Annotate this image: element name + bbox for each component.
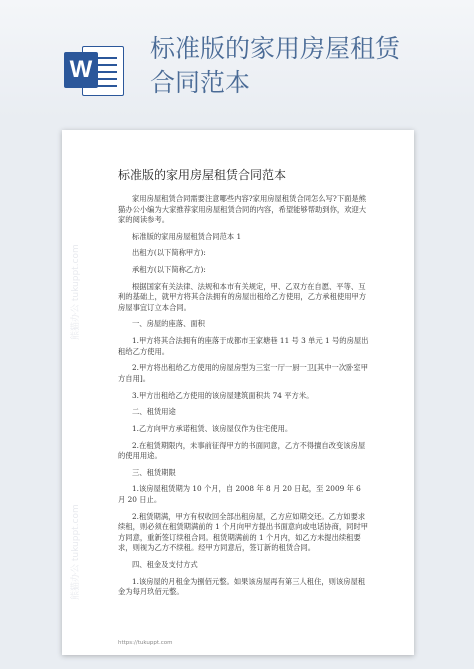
clause: 1.甲方将其合法拥有的座落于成都市王家塘巷 11 号 3 单元 1 号的房屋出租给乙方使用。 [118,336,369,356]
word-badge: W [64,52,98,88]
clause: 2.租赁期满，甲方有权收回全部出租房屋，乙方应如期交还。乙方如要求续租，则必须在租赁期满前的 1 个月向甲方提出书面意向或电话协商，同时甲方同意，重新签订续租合同。租赁期满前的 1 个月内，如乙方未提出续租要求，则视为乙方不续租。经甲方同意后，签订新的租赁合同。 [118,511,369,553]
section-heading: 二、租赁用途 [132,407,176,417]
banner-title-line1: 标准版的家用房屋租赁 [150,34,401,63]
banner-title [150,32,450,100]
clause: 1.该房屋租赁期为 10 个月，自 2008 年 8 月 20 日起，至 2009 年 6 月 20 日止。 [118,484,361,504]
paragraph-lessor: 出租方(以下简称甲方): [132,248,206,258]
word-document-icon [64,44,124,96]
paragraph-sample-heading: 标准版的家用房屋租赁合同范本 1 [132,231,242,241]
clause: 2.甲方将出租给乙方使用的房屋房型为三室一厅一厨一卫[其中一次卧室甲方自用]。 [118,363,369,383]
watermark: 熊猫办公 tukuppt.com [71,504,81,600]
section-heading: 四、租金及支付方式 [132,559,198,569]
paragraph-intro: 家用房屋租赁合同需要注意哪些内容?家用房屋租赁合同怎么写?下面是熊猫办公小编为大家推荐家用房屋租赁合同的内容，希望能够帮助到你，欢迎大家的阅读参考。 [118,194,367,224]
clause: 1.该房屋的月租金为捌佰元整。如果该房屋再有第三人租住，则该房屋租金为每月玖佰元整。 [118,576,366,596]
clause: 2.在租赁期限内，未事前征得甲方的书面同意，乙方不得擅自改变该房屋的使用用途。 [118,440,366,461]
document-title: 标准版的家用房屋租赁合同范本 [118,168,287,182]
section-heading: 三、租赁期限 [132,467,176,477]
clause: 3.甲方出租给乙方使用的该房屋建筑面积共 74 平方米。 [132,390,314,400]
banner-header [0,0,474,118]
clause: 1.乙方向甲方承诺租赁、该房屋仅作为住宅使用。 [132,423,293,433]
paragraph-preamble: 根据国家有关法律、法规和本市有关规定，甲、乙双方在自愿、平等、互利的基础上，就甲方将其合法拥有的房屋出租给乙方使用，乙方承租使用甲方房屋事宜订立本合同。 [118,281,367,312]
document-body [118,194,370,604]
banner-title-line2: 合同范本 [150,68,251,97]
watermark: 熊猫办公 tukuppt.com [71,244,81,340]
paragraph-lessee: 承租方(以下简称乙方): [132,265,206,275]
footer-url: https://tukuppt.com [118,640,173,646]
document-page [62,130,414,655]
section-heading: 一、房屋的座落、面积 [132,319,205,329]
